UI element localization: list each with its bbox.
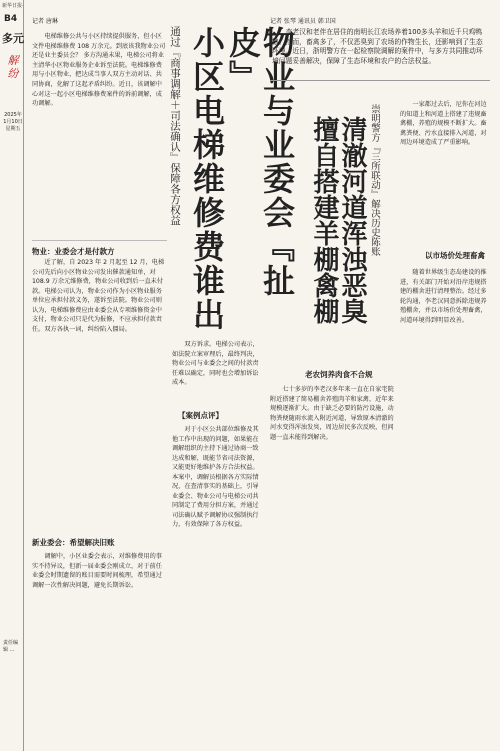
left-subhead-1: 物业：业委会才是付款方 bbox=[32, 247, 115, 256]
section-title-2: 解 纷 bbox=[7, 54, 19, 80]
page-masthead bbox=[0, 0, 24, 751]
right-headline-1: 清澈河道浑浊恶臭 bbox=[337, 116, 367, 324]
right-deck: 崇明警方『三所联动』解决历史陈账 bbox=[369, 104, 380, 256]
right-col-top: 一家都过去后，尼你在河边的知道上和河道上搭建了违规畜禽棚，养殖的规模不断扩大。畜禽粪便、污水直接排入河道，对周边环境造成了严重影响。 bbox=[400, 101, 487, 146]
left-lead: 电梯维修公共与小区持续提供服务，但小区文件电梯维修费 108 万余元。到底该我物业公司还是业主委员会？ 多方沟通未果，电梯公司将业主清华小区物业服务企业诉至法院。电梯维修费用与小区物业，把达成当事人双方主动对话、共同协商，化解了这起矛盾纠纷。近日，该调解中心对这一起小区电梯维修费案件的诉前调解，成功调解。 bbox=[32, 33, 166, 108]
paper-name: 新华日报· bbox=[2, 3, 24, 9]
left-col-2: 双方诉求。电梯公司表示，如法院立案审理后，最终判决，物业公司与业委会之间的付款责任难以确定，同时也会增加诉讼成本。 bbox=[172, 341, 259, 386]
right-reporter: 记者 张琴 通讯员 韩卫国 bbox=[270, 18, 336, 25]
section-title-1: 多元 bbox=[2, 32, 24, 45]
page-number: B4 bbox=[4, 14, 18, 24]
right-subhead-b: 以市场价处理畜禽 bbox=[425, 251, 485, 260]
left-headline-2: 小区电梯维修费谁出 bbox=[188, 26, 226, 332]
left-deck: 通过『商事调解＋司法确认』保障各方权益 bbox=[169, 26, 181, 226]
rule-right bbox=[270, 80, 490, 81]
left-col-1: 近了解，自 2023 年 2 月起至 12 月，电梯公司先后向小区物业公司发出催款通知单，对 108.9 万余元维修费，物业公司收到后一直未付款。电梯公司认为，物业公司作为小区物业服务单位应承担付款义务，遂诉至法院。物业公司则认为，电梯维修费应由业委会从专项维修资金中支付，物业公司只是代为报修，不应承担付款责任。双方各执一词，纠纷陷入僵局。 bbox=[32, 259, 165, 333]
left-col-1b: 调解中，小区业委会表示，对维修费用的事实不持异议，但新一届业委会刚成立，对于前任业委会时期遗留的账目需要时间梳理，希望通过调解一次性解决问题，避免长期诉讼。 bbox=[32, 553, 162, 589]
editor-credit: 责任编辑 … bbox=[3, 640, 19, 653]
right-col-a: 七十多岁的李老汉多年来一直在自家宅院附近搭建了简易棚舍养殖肉羊和家禽，近年来规模逐渐扩大。由于缺乏必要的防污设施，动物粪便随雨水流入附近河道，导致原本清澈的河水变得浑浊发臭，周边居民多次反映，但问题一直未能得到解决。 bbox=[270, 386, 394, 441]
right-lead: 李老汉和老伴在居住的南明长江农场养着100多头羊和近千只鸡鸭鹅。然而，畜禽多了，不仅恶臭到了农场的作物生长，还影响到了生态环境。近日，浙明警方在一起检察院调解的案件中，与多方共同推动环境问题妥善解决，保障了生态环境和农户的合法权益。 bbox=[272, 28, 483, 65]
right-subhead-a: 老农饲养肉食不合规 bbox=[305, 370, 373, 379]
left-headline-block bbox=[169, 14, 296, 334]
right-col-b: 随着世界级生态岛建设的推进，有关部门开始对沿岸违规搭建的棚舍进行清理整治。经过多轮沟通，李老汉同意拆除违规养殖棚舍，并以市场价处理畜禽，河道环境得到明显改善。 bbox=[400, 269, 487, 324]
issue-date: 2025年 1月10日 星期五 bbox=[3, 112, 23, 132]
case-comment-head: 【案例点评】 bbox=[178, 411, 223, 420]
right-headline-2: 擅自搭建羊棚禽棚 bbox=[309, 116, 339, 324]
case-comment: 对于小区公共部位维修及其他工作中出现的问题，如果能在调解组织的主持下通过协商一致达成和解，既能节省司法资源，又能更好地维护各方合法权益。本案中，调解员根据各方实际情况，在查清事实的基础上，引导业委会、物业公司与电梯公司共同制定了费用分担方案，并通过司法确认赋予调解协议强制执行力，有效保障了各方权益。 bbox=[172, 426, 259, 528]
left-subhead-2: 新业委会：希望解决旧账 bbox=[32, 538, 115, 547]
left-reporter: 记者 唐琳 bbox=[32, 18, 58, 25]
rule-left bbox=[32, 240, 167, 241]
left-headline-1: 物业与业委会『扯皮』 bbox=[224, 26, 296, 298]
